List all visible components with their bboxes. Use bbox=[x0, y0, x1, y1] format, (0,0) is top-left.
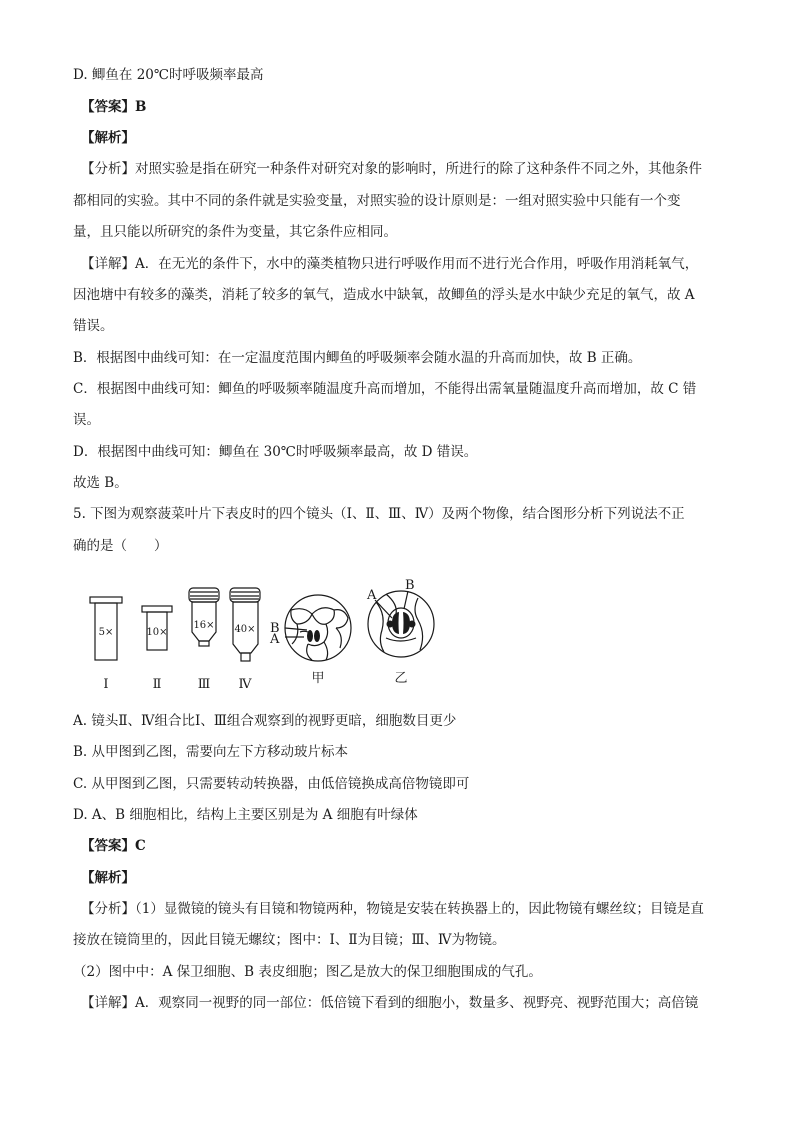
view-name-jia: 甲 bbox=[311, 671, 325, 686]
text-line: 接放在镜筒里的，因此目镜无螺纹；图中：Ⅰ、Ⅱ为目镜；Ⅲ、Ⅳ为物镜。 bbox=[73, 932, 506, 948]
question-stem: 确的是（ ） bbox=[73, 538, 168, 554]
cell-label-b-yi: B bbox=[405, 578, 415, 593]
lens-numeral: Ⅱ bbox=[152, 677, 162, 692]
text-line: B．根据图中曲线可知：在一定温度范围内鲫鱼的呼吸频率会随水温的升高而加快，故 B 正确。 bbox=[73, 350, 642, 366]
text-line: （2）图中中：A 保卫细胞、B 表皮细胞；图乙是放大的保卫细胞围成的气孔。 bbox=[73, 964, 542, 980]
text-line: 量，且只能以所研究的条件为变量，其它条件应相同。 bbox=[73, 224, 397, 240]
cell-label-a-jia: A bbox=[270, 632, 280, 647]
text-line: 错误。 bbox=[73, 318, 114, 334]
text-line: 因池塘中有较多的藻类，消耗了较多的氧气，造成水中缺氧，故鲫鱼的浮头是水中缺少充足的氧气，故 A bbox=[73, 287, 695, 303]
microscope-diagram bbox=[86, 574, 446, 694]
lens-numeral: Ⅲ bbox=[197, 677, 211, 692]
lens-mag-label: 5× bbox=[98, 627, 114, 638]
guard-cells-jia bbox=[307, 630, 320, 642]
answer-heading: 【答案】C bbox=[81, 838, 146, 854]
text-line: 都相同的实验。其中不同的条件就是实验变量，对照实验的设计原则是：一组对照实验中只能有一个变 bbox=[73, 193, 681, 209]
question-stem: 5. 下图为观察菠菜叶片下表皮时的四个镜头（Ⅰ、Ⅱ、Ⅲ、Ⅳ）及两个物像，结合图形分析下列说法不正 bbox=[73, 506, 685, 522]
lens-mag-label: 10× bbox=[146, 627, 168, 638]
cell-label-a-yi: A bbox=[367, 588, 377, 603]
lens-mag-label: 16× bbox=[193, 620, 215, 631]
objective-lens-iii bbox=[189, 588, 219, 646]
lens-numeral: Ⅳ bbox=[238, 677, 252, 692]
option-c: C. 从甲图到乙图，只需要转动转换器，由低倍镜换成高倍物镜即可 bbox=[73, 776, 470, 792]
lens-mag-label: 40× bbox=[234, 624, 256, 635]
text-line: 【详解】A．观察同一视野的同一部位：低倍镜下看到的细胞小，数量多、视野亮、视野范围大；高倍镜 bbox=[81, 995, 699, 1011]
text-line: 【详解】A．在无光的条件下，水中的藻类植物只进行呼吸作用而不进行光合作用，呼吸作用消耗氧气， bbox=[81, 256, 699, 272]
option-b: B. 从甲图到乙图，需要向左下方移动玻片标本 bbox=[73, 744, 349, 760]
option-d: D. A、B 细胞相比，结构上主要区别是为 A 细胞有叶绿体 bbox=[73, 807, 418, 823]
analysis-heading: 【解析】 bbox=[81, 130, 135, 146]
text-line: 【分析】对照实验是指在研究一种条件对研究对象的影响时，所进行的除了这种条件不同之外，其他条件 bbox=[81, 161, 702, 177]
text-line: D．根据图中曲线可知：鲫鱼在 30℃时呼吸频率最高，故 D 错误。 bbox=[73, 444, 478, 460]
text-line: 【分析】（1）显微镜的镜头有目镜和物镜两种，物镜是安装在转换器上的，因此物镜有螺丝纹；目镜是直 bbox=[81, 901, 704, 917]
field-of-view-jia bbox=[285, 595, 351, 661]
text-line: 误。 bbox=[73, 412, 100, 428]
option-a: A. 镜头Ⅱ、Ⅳ组合比Ⅰ、Ⅲ组合观察到的视野更暗，细胞数目更少 bbox=[73, 713, 457, 729]
cell-label-b-jia: B bbox=[270, 621, 280, 636]
answer-heading: 【答案】B bbox=[81, 99, 147, 115]
field-of-view-yi bbox=[368, 591, 434, 657]
lens-numeral: Ⅰ bbox=[103, 677, 109, 692]
text-line: D. 鲫鱼在 20℃时呼吸频率最高 bbox=[73, 67, 264, 83]
text-line: C．根据图中曲线可知：鲫鱼的呼吸频率随温度升高而增加，不能得出需氧量随温度升高而增加，故 C 错 bbox=[73, 381, 697, 397]
analysis-heading: 【解析】 bbox=[81, 870, 135, 886]
microscope-figure bbox=[86, 574, 446, 694]
view-name-yi: 乙 bbox=[394, 671, 408, 686]
guard-cells-yi bbox=[387, 612, 416, 634]
text-line: 故选 B。 bbox=[73, 475, 128, 491]
